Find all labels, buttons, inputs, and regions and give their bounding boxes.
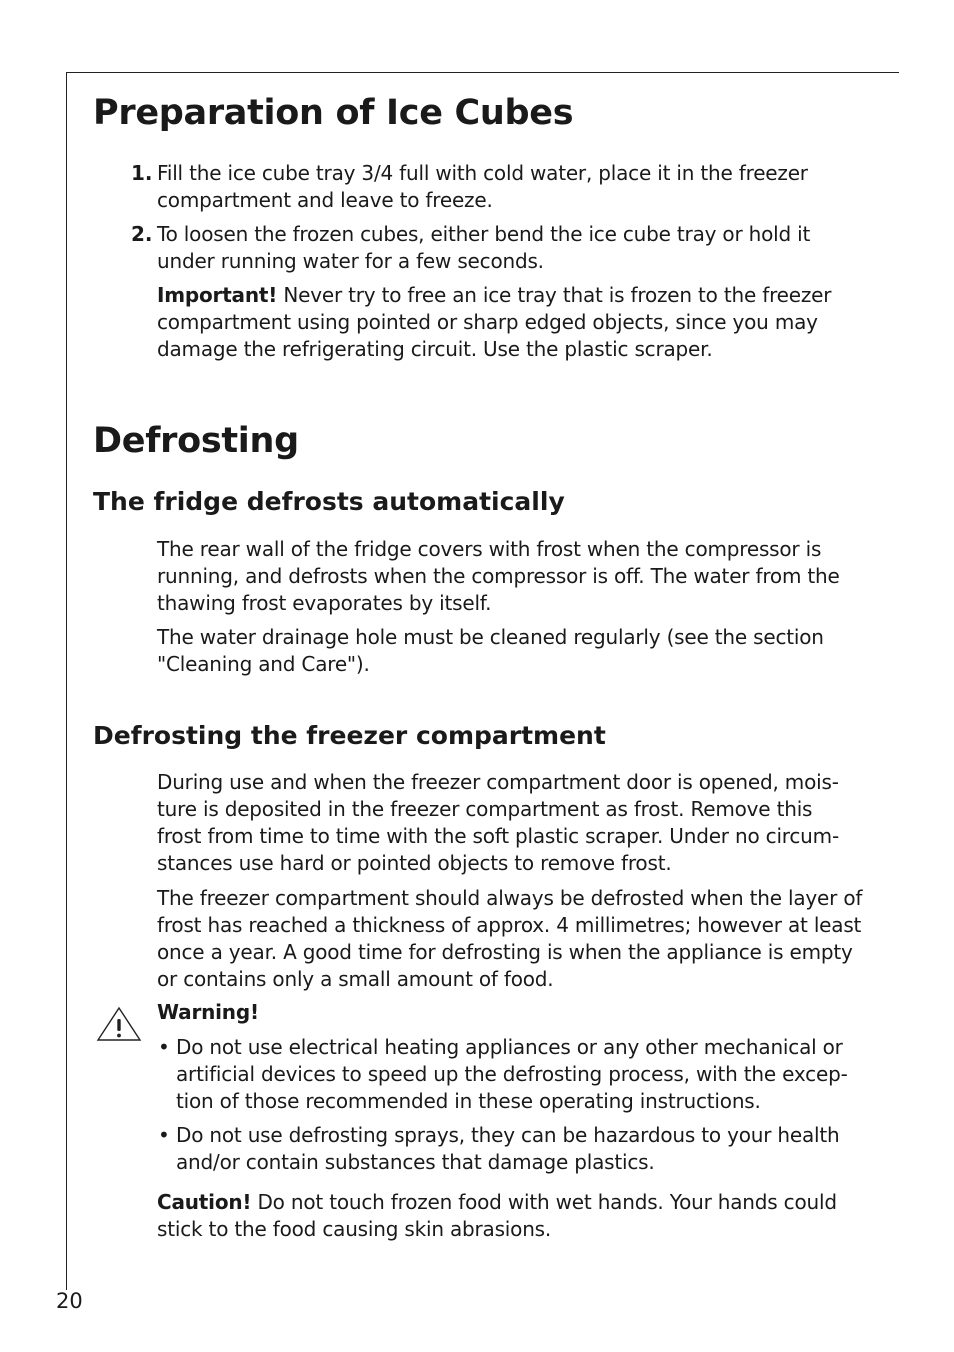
warning-triangle-icon xyxy=(96,1006,142,1042)
important-lead: Important! xyxy=(157,283,278,307)
paragraph: The freezer compartment should always be defrosted when the layer of frost has reached a thickness of approx. 4 millimetres; however at least once a year. A good time for defrosting is when the appliance is empty or contains only a small amount of food. xyxy=(157,886,863,991)
warning-bullet: Do not use electrical heating appliances or any other mechanical or artificial devices to speed up the defrosting process, with the excep- tion of those recommended in these operating instructions. xyxy=(176,1035,848,1113)
step-text: To loosen the frozen cubes, either bend the ice cube tray or hold it under running water for a few seconds. xyxy=(157,222,811,273)
warning-title: Warning! xyxy=(157,1000,259,1024)
top-rule xyxy=(66,72,899,73)
bullet-marker: • xyxy=(158,1035,170,1059)
subsection-title-freezer-defrost: Defrosting the freezer compartment xyxy=(93,721,606,750)
paragraph: The rear wall of the fridge covers with frost when the compressor is running, and defrosts when the compressor is off. The water from the thawing frost evaporates by itself. xyxy=(157,537,840,615)
subsection-title-fridge-auto: The fridge defrosts automatically xyxy=(93,487,565,516)
caution-note: Caution! Do not touch frozen food with wet hands. Your hands could stick to the food causing skin abrasions. xyxy=(157,1190,837,1241)
page-number: 20 xyxy=(56,1289,83,1313)
caution-lead: Caution! xyxy=(157,1190,252,1214)
step-text: Fill the ice cube tray 3/4 full with cold water, place it in the freezer compartment and leave to freeze. xyxy=(157,161,808,212)
left-rule xyxy=(66,72,67,1290)
section-title-ice-cubes: Preparation of Ice Cubes xyxy=(93,93,574,133)
warning-bullet: Do not use defrosting sprays, they can be hazardous to your health and/or contain substances that damage plastics. xyxy=(176,1123,840,1174)
paragraph: The water drainage hole must be cleaned regularly (see the section "Cleaning and Care"). xyxy=(157,625,824,676)
important-note: Important! Never try to free an ice tray that is frozen to the freezer compartment using pointed or sharp edged objects, since you may damage the refrigerating circuit. Use the plastic scraper. xyxy=(157,283,832,361)
step-number: 1. xyxy=(131,161,153,185)
section-title-defrosting: Defrosting xyxy=(93,421,299,461)
step-number: 2. xyxy=(131,222,153,246)
bullet-marker: • xyxy=(158,1123,170,1147)
paragraph: During use and when the freezer compartment door is opened, mois- ture is deposited in the freezer compartment as frost. Remove this frost from time to time with the soft plastic scraper. Under no circum- stances use hard or pointed objects to remove frost. xyxy=(157,770,839,875)
